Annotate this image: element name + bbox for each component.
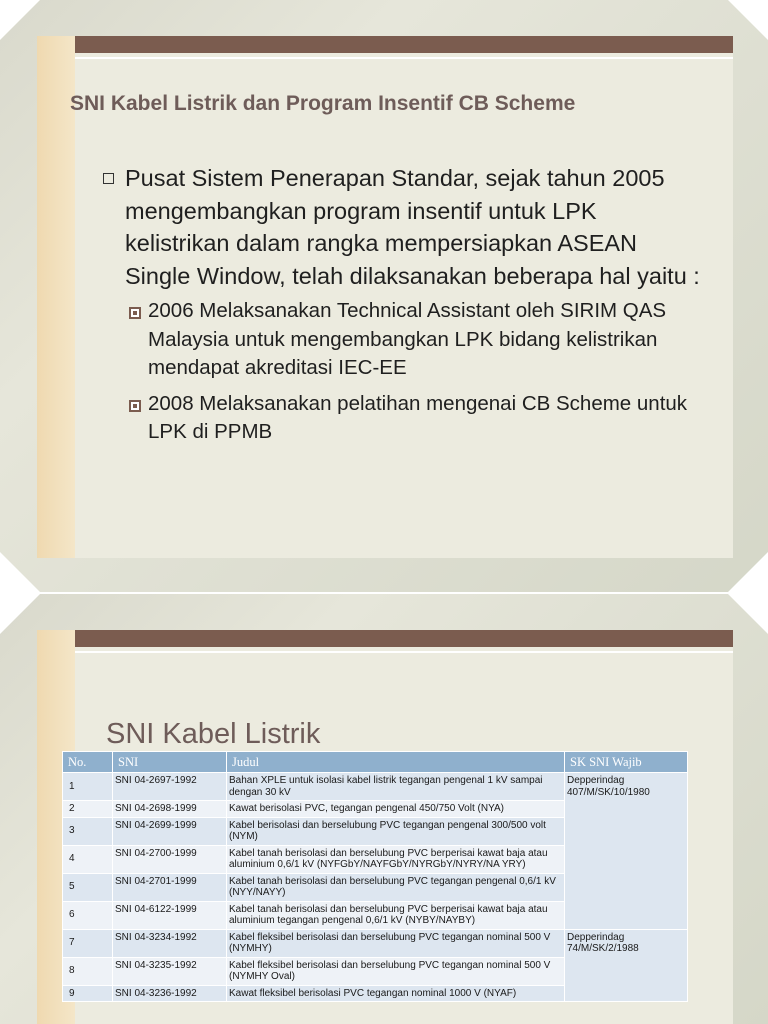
table-row bbox=[63, 773, 688, 801]
sub-bullet bbox=[129, 390, 703, 447]
slide-corner bbox=[728, 0, 768, 40]
table-header-row bbox=[63, 752, 688, 773]
slide-corner bbox=[728, 552, 768, 592]
cell-no: 1 bbox=[63, 773, 113, 801]
slide-2 bbox=[0, 594, 768, 1024]
header-judul: Judul bbox=[227, 752, 565, 773]
square-bullet-icon bbox=[103, 173, 114, 184]
header-bar bbox=[75, 630, 733, 647]
header-sni: SNI bbox=[113, 752, 227, 773]
sni-table bbox=[62, 751, 688, 1002]
slide-panel bbox=[37, 36, 733, 558]
cell-sk-sni-wajib: Depperindag 74/M/SK/2/1988 bbox=[565, 929, 688, 1002]
header-line bbox=[75, 651, 733, 653]
header-line bbox=[75, 57, 733, 59]
cell-sni: SNI 04-2697-1992 bbox=[113, 773, 227, 801]
cell-judul: Kabel tanah berisolasi dan berselubung PVC tegangan pengenal 0,6/1 kV (NYY/NAYY) bbox=[227, 873, 565, 901]
cell-sni: SNI 04-2701-1999 bbox=[113, 873, 227, 901]
cell-judul: Kabel berisolasi dan berselubung PVC tegangan pengenal 300/500 volt (NYM) bbox=[227, 817, 565, 845]
table-row bbox=[63, 929, 688, 957]
cell-no: 6 bbox=[63, 901, 113, 929]
slide-corner bbox=[0, 552, 40, 592]
sub-bullet-list bbox=[103, 297, 703, 447]
slide-corner bbox=[0, 594, 40, 634]
cell-sni: SNI 04-3234-1992 bbox=[113, 929, 227, 957]
cell-judul: Kabel tanah berisolasi dan berselubung PVC berperisai kawat baja atau aluminium 0,6/1 kV (NYFGbY/NAYFGbY/NYRGbY/NYRY/NA YRY) bbox=[227, 845, 565, 873]
main-bullet-text: Pusat Sistem Penerapan Standar, sejak tahun 2005 mengembangkan program insentif untuk LPK kelistrikan dalam rangka mempersiapkan ASEAN Single Window, telah dilaksanakan beberapa hal yaitu : bbox=[125, 165, 700, 289]
bullet-body bbox=[103, 162, 703, 454]
slide-corner bbox=[0, 0, 40, 40]
cell-no: 5 bbox=[63, 873, 113, 901]
cell-no: 9 bbox=[63, 985, 113, 1002]
cell-no: 2 bbox=[63, 801, 113, 818]
cell-judul: Bahan XPLE untuk isolasi kabel listrik tegangan pengenal 1 kV sampai dengan 30 kV bbox=[227, 773, 565, 801]
slide-title: SNI Kabel Listrik dan Program Insentif CB Scheme bbox=[70, 92, 576, 115]
sub-bullet-text: 2006 Melaksanakan Technical Assistant oleh SIRIM QAS Malaysia untuk mengembangkan LPK bidang kelistrikan mendapat akreditasi IEC-EE bbox=[148, 299, 667, 379]
square-bullet-icon bbox=[129, 307, 141, 319]
sni-table-container bbox=[62, 751, 687, 1002]
main-bullet bbox=[103, 162, 703, 292]
cell-sni: SNI 04-2700-1999 bbox=[113, 845, 227, 873]
cell-judul: Kabel fleksibel berisolasi dan berselubung PVC tegangan nominal 500 V (NYMHY) bbox=[227, 929, 565, 957]
cell-no: 8 bbox=[63, 957, 113, 985]
header-bar bbox=[75, 36, 733, 53]
slide-title: SNI Kabel Listrik bbox=[106, 718, 321, 750]
cell-sk-sni-wajib: Depperindag 407/M/SK/10/1980 bbox=[565, 773, 688, 930]
cell-judul: Kawat berisolasi PVC, tegangan pengenal 450/750 Volt (NYA) bbox=[227, 801, 565, 818]
sub-bullet-text: 2008 Melaksanakan pelatihan mengenai CB Scheme untuk LPK di PPMB bbox=[148, 391, 688, 443]
header-no: No. bbox=[63, 752, 113, 773]
cell-judul: Kabel tanah berisolasi dan berselubung PVC berperisai kawat baja atau aluminium tegangan pengenal 0,6/1 kV (NYBY/NAYBY) bbox=[227, 901, 565, 929]
cell-judul: Kabel fleksibel berisolasi dan berselubung PVC tegangan nominal 500 V (NYMHY Oval) bbox=[227, 957, 565, 985]
cell-no: 4 bbox=[63, 845, 113, 873]
cell-sni: SNI 04-2699-1999 bbox=[113, 817, 227, 845]
cell-sni: SNI 04-6122-1999 bbox=[113, 901, 227, 929]
cell-sni: SNI 04-3236-1992 bbox=[113, 985, 227, 1002]
slide-corner bbox=[728, 594, 768, 634]
cell-sni: SNI 04-2698-1999 bbox=[113, 801, 227, 818]
cell-judul: Kawat fleksibel berisolasi PVC tegangan nominal 1000 V (NYAF) bbox=[227, 985, 565, 1002]
sub-bullet bbox=[129, 297, 703, 383]
header-sk-sni-wajib: SK SNI Wajib bbox=[565, 752, 688, 773]
cell-no: 7 bbox=[63, 929, 113, 957]
cell-sni: SNI 04-3235-1992 bbox=[113, 957, 227, 985]
cell-no: 3 bbox=[63, 817, 113, 845]
square-bullet-icon bbox=[129, 400, 141, 412]
